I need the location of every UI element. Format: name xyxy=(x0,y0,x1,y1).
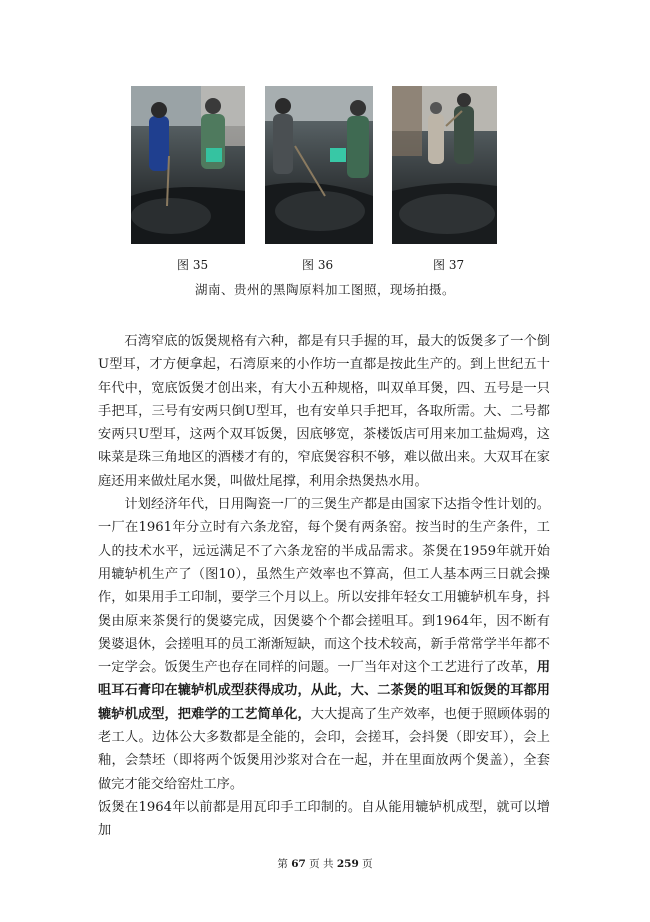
figure-36-photo xyxy=(265,86,373,244)
paragraph-2-text-b: 大大提高了生产效率，也便于照顾体弱的老工人。边体公大多数都是全能的，会印，会搓耳，会抖煲（即安耳），会上釉，会禁坯（即将两个饭煲用沙浆对合在一起，并在里面放两个煲盖），全套做完才能交给窑灶工序。 xyxy=(98,706,551,792)
footer-prefix: 第 xyxy=(277,858,292,870)
figure-35-label: 图 35 xyxy=(177,258,209,272)
figure-37-photo xyxy=(392,86,497,244)
figure-caption: 湖南、贵州的黑陶原料加工图照，现场拍摄。 xyxy=(194,282,455,297)
figure-36-label: 图 36 xyxy=(302,258,334,272)
paragraph-1: 石湾窄底的饭煲规格有六种，都是有只手握的耳，最大的饭煲多了一个倒U型耳，才方便拿起，石湾原来的小作坊一直都是按此生产的。到上世纪五十年代中，宽底饭煲才创出来，有大小五种规格，叫双单耳煲，四、五号是一只手把耳，三号有安两只倒U型耳，也有安单只手把耳，各取所需。大、二号都安两只U型耳，这两个双耳饭煲，因底够宽，茶楼饭店可用来加工盐焗鸡，这味菜是珠三角地区的酒楼才有的，窄底煲容积不够，难以做出来。大双耳在家庭还用来做灶尾水煲，叫做灶尾撑，利用余热煲热水用。 xyxy=(98,334,550,489)
photo-row xyxy=(0,86,650,246)
footer-total-pages: 259 xyxy=(336,858,359,870)
workers-photo-icon xyxy=(131,86,245,244)
paragraph-2-bold-text: 用咀耳石膏印在辘轳机成型获得成功，从此，大、二茶煲的咀耳和饭煲的耳都用辘轳机成型，把难学的工艺简单化， xyxy=(98,660,550,722)
footer-suffix: 页 xyxy=(358,858,373,870)
workers-photo-icon xyxy=(392,86,497,244)
figure-37-label: 图 37 xyxy=(433,258,465,272)
footer-middle: 页 共 xyxy=(305,858,337,870)
footer-page-number: 67 xyxy=(291,858,306,870)
body-text xyxy=(98,330,550,843)
paragraph-2 xyxy=(98,493,550,796)
workers-photo-icon xyxy=(265,86,373,244)
figure-35-photo xyxy=(131,86,245,244)
paragraph-3: 饭煲在1964年以前都是用瓦印手工印制的。自从能用辘轳机成型，就可以增加 xyxy=(98,799,550,839)
paragraph-2-text-a: 计划经济年代，日用陶瓷一厂的三煲生产都是由国家下达指令性计划的。一厂在1961年分立时有六条龙窑，每个煲有两条窑。按当时的生产条件，工人的技术水平，远远满足不了六条龙窑的半成品需求。茶煲在1959年就开始用辘轳机生产了（图10），虽然生产效率也不算高，但工人基本两三日就会操作，如果用手工印制，要学三个月以上。所以安排年轻女工用辘轳机车身，抖煲由原来茶煲行的煲婆完成，因煲婆个个都会搓咀耳。到1964年，因不断有煲婆退休，会搓咀耳的员工渐渐短缺，而这个技术较高，新手常常学半年都不一定学会。饭煲生产也存在同样的问题。一厂当年对这个工艺进行了改革， xyxy=(98,497,550,676)
page-footer xyxy=(0,856,650,871)
